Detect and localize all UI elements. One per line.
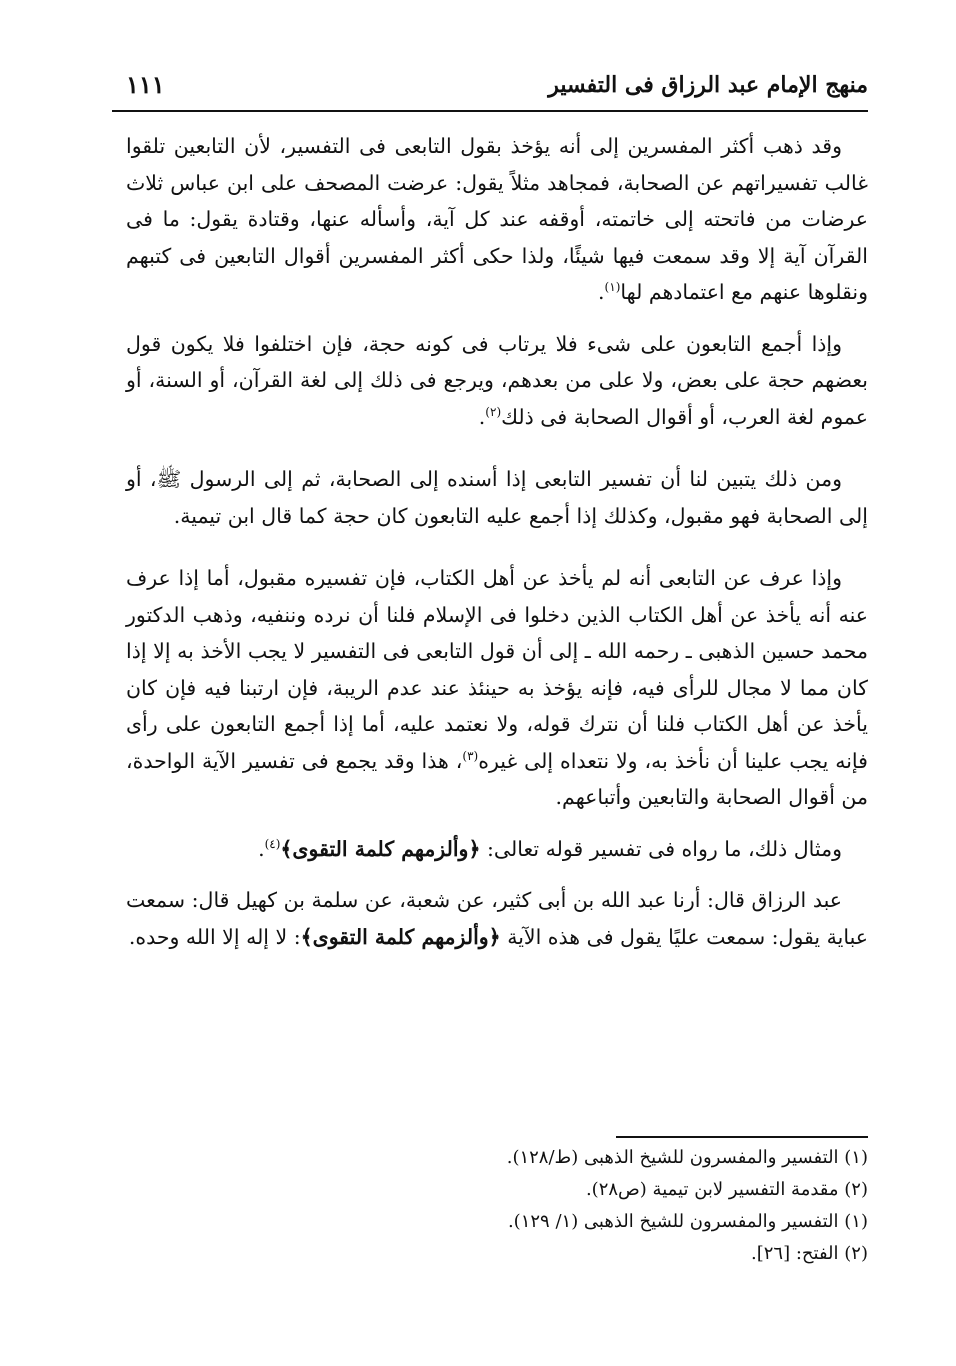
running-title: منهج الإمام عبد الرزاق فى التفسير — [548, 72, 868, 98]
quran-quote: ﴿وألزمهم كلمة التقوى﴾ — [300, 924, 501, 949]
paragraph-5 — [126, 831, 868, 868]
footnote-ref-2: (٢) — [485, 404, 502, 419]
paragraph-4-text: وإذا عرف عن التابعى أنه لم يأخذ عن أهل الكتاب، فإن تفسيره مقبول، أما إذا عرف عنه أنه يأخذ عن أهل الكتاب الذين دخلوا فى الإسلام فلنا أن نرده وننفيه، وذهب الدكتور محمد حسين الذهبى ـ رحمه الله ـ إلى أن قول التابعى فى التفسير لا يجب الأخذ به إلا إذا كان مما لا مجال للرأى فيه، فإنه يؤخذ به حينئذ عند عدم الريبة، فإن ارتبنا فيه فإن كان يأخذ عن أهل الكتاب فلنا أن نترك قوله، ولا نعتمد عليه، أما إذا أجمع التابعون على رأى فإنه يجب علينا أن نأخذ به، ولا نتعداه إلى غيره — [126, 566, 868, 773]
paragraph-4-end: ، هذا وقد يجمع فى تفسير الآية الواحدة، من أقوال الصحابة والتابعين وأتباعهم. — [126, 748, 868, 809]
paragraph-6 — [126, 882, 868, 955]
quran-quote: ﴿وألزمهم كلمة التقوى﴾ — [280, 836, 481, 861]
paragraph-1-text: وقد ذهب أكثر المفسرين إلى أنه يؤخذ بقول التابعى فى التفسير، لأن التابعين تلقوا غالب تفسيراتهم عن الصحابة، فمجاهد مثلاً يقول: عرضت المصحف على ابن عباس ثلاث عرضات من فاتحته إلى خاتمته، أوقفه عند كل آية، وأسأله عنها، وقتادة يقول: ما فى القرآن آية إلا وقد سمعت فيها شيئًا، ولذا حكى أكثر المفسرين أقوال التابعين فى كتبهم ونقلوها عنهم مع اعتمادهم لها — [126, 134, 868, 304]
paragraph-3 — [126, 461, 868, 534]
paragraph-3-text: ومن ذلك يتبين لنا أن تفسير التابعى إذا أسنده إلى الصحابة، ثم إلى الرسول ﷺ، أو إلى الصحابة فهو مقبول، وكذلك إذا أجمع عليه التابعون كان حجة كما قال ابن تيمية. — [126, 467, 868, 528]
footnote-1: (١) التفسير والمفسرون للشيخ الذهبى (ط/١٢٨). — [506, 1147, 868, 1168]
footnote-3: (١) التفسير والمفسرون للشيخ الذهبى (١/ ١٢٩). — [507, 1211, 868, 1232]
paragraph-6-end: : لا إله إلا الله وحده. — [128, 924, 301, 949]
header-rule — [112, 110, 868, 112]
paragraph-5-end: . — [258, 836, 265, 861]
paragraph-1-end: . — [598, 280, 605, 304]
paragraph-1 — [126, 128, 868, 311]
paragraph-6-text: عبد الرزاق قال: أرنا عبد الله بن أبى كثير، عن شعبة، عن سلمة بن كهيل قال: سمعت عباية يقول: سمعت عليًا يقول فى هذه الآية — [126, 888, 868, 949]
paragraph-2 — [126, 326, 868, 436]
footnote-ref-1: (١) — [604, 280, 621, 295]
footnote-ref-4: (٤) — [264, 836, 281, 851]
paragraph-2-end: . — [478, 404, 486, 429]
paragraph-4 — [126, 560, 868, 816]
footnote-4: (٢) الفتح: [٢٦]. — [751, 1243, 868, 1264]
footnote-2: (٢) مقدمة التفسير لابن تيمية (ص٢٨). — [585, 1179, 868, 1200]
footnotes — [126, 1142, 868, 1270]
body-text — [126, 128, 868, 970]
footnote-rule — [616, 1136, 868, 1138]
page-number: ١١١ — [126, 70, 165, 99]
paragraph-5-text: ومثال ذلك، ما رواه فى تفسير قوله تعالى: — [480, 836, 842, 861]
footnote-ref-3: (٣) — [462, 748, 479, 763]
page-header — [112, 66, 868, 106]
paragraph-2-text: وإذا أجمع التابعون على شىء فلا يرتاب فى كونه حجة، فإن اختلفوا فلا يكون قول بعضهم حجة على بعض، ولا على من بعدهم، ويرجع فى ذلك إلى لغة القرآن، أو السنة، أو عموم لغة العرب، أو أقوال الصحابة فى ذلك — [126, 331, 868, 429]
